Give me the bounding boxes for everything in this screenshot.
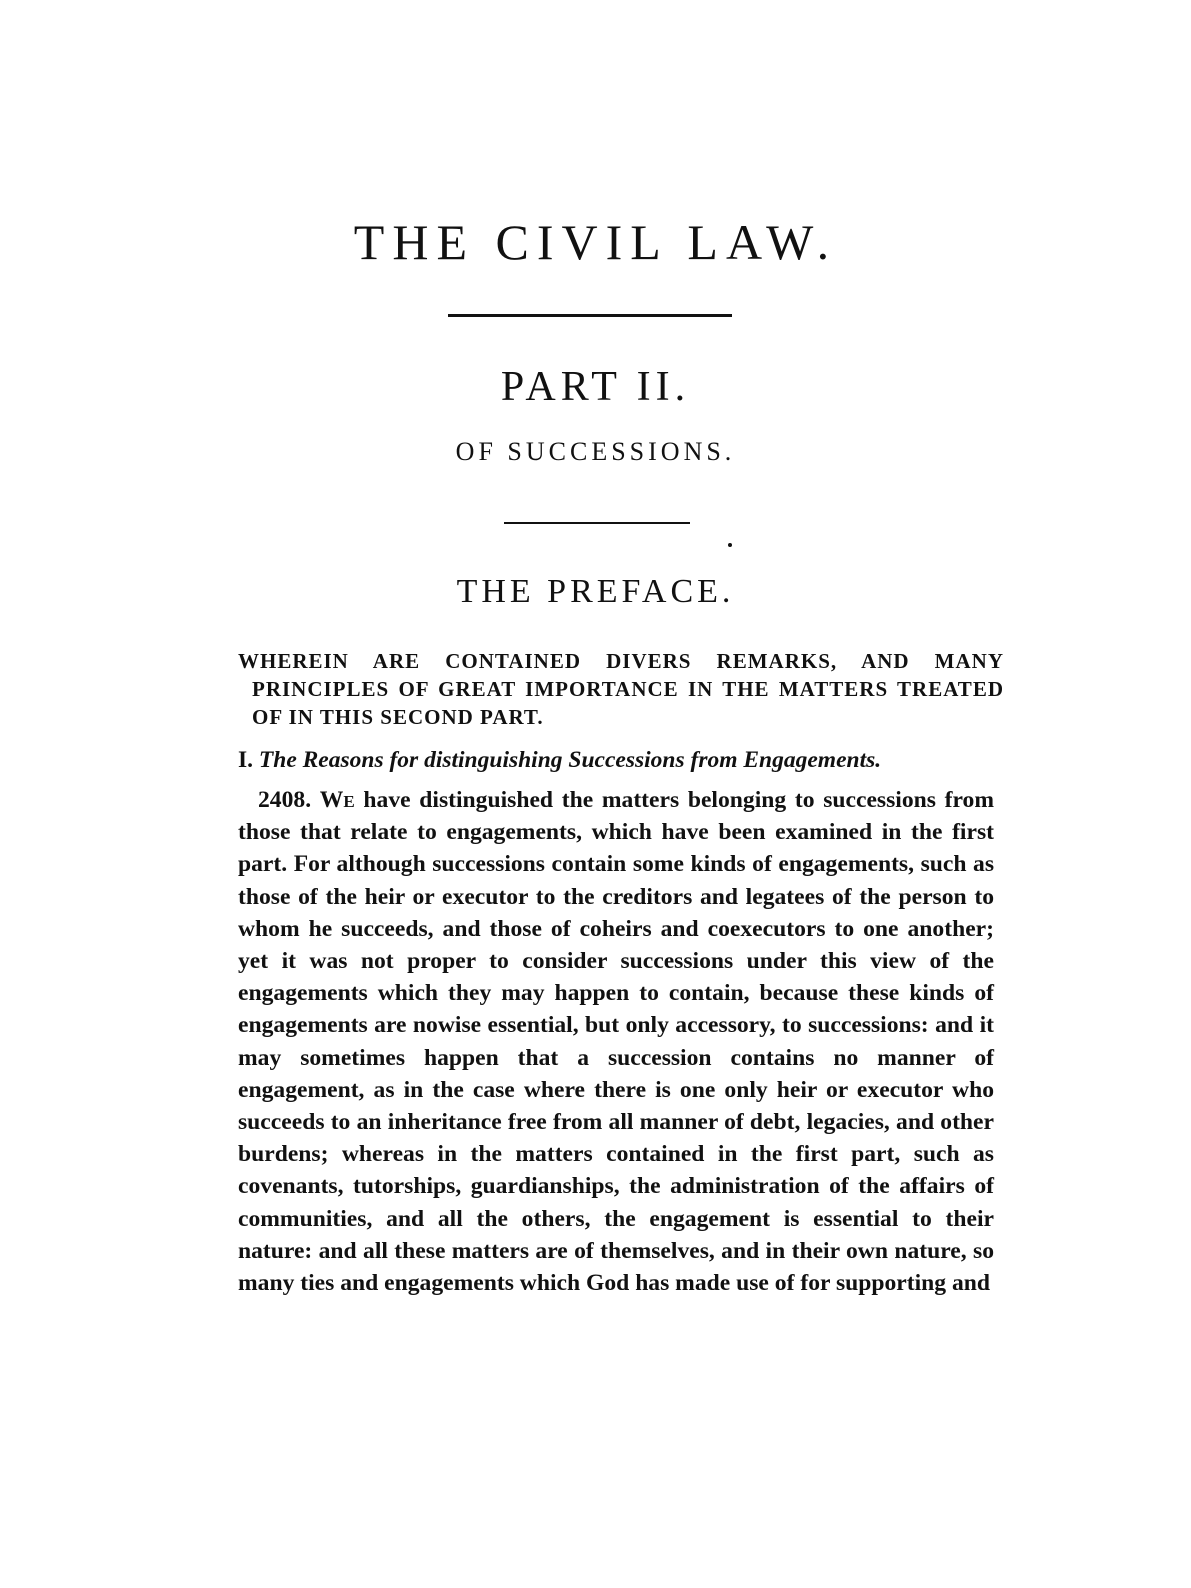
book-title: THE CIVIL LAW. — [353, 214, 838, 270]
paragraph-first-word: We — [319, 787, 355, 813]
stray-mark — [728, 543, 732, 547]
paragraph-text: have distinguished the matters belonging to successions from those that relate to engagements, which have been examined in the first part. For although successions contain some kinds of engagements, such as those of the heir or executor to the creditors and legatees of the person to whom he succeeds, and those of coheirs and coexecutors to one another; yet it was not proper to consider successions under this view of the engagements which they may happen to contain, because these kinds of engagements are nowise essential, but only accessory, to successions: and it may sometimes happen that a succession contains no manner of engagement, as in the case where there is one only heir or executor who succeeds to an inheritance free from all manner of debt, legacies, and other burdens; whereas in the matters contained in the first part, such as covenants, tutorships, guardianships, the administration of the affairs of communities, and all the others, the engagement is essential to their nature: and all these matters are of themselves, and in their own nature, so many ties and engagements which God has made use of for supporting and — [238, 787, 994, 1297]
section-heading-text: The Reasons for distinguishing Successions from Engagements. — [258, 747, 882, 773]
body-paragraph — [238, 784, 994, 1299]
paragraph-number: 2408. — [258, 787, 312, 813]
preface-summary: WHEREIN ARE CONTAINED DIVERS REMARKS, AND MANY PRINCIPLES OF GREAT IMPORTANCE IN THE MATTERS TREATED OF IN THIS SECOND PART. — [238, 649, 1004, 729]
section-number: I. — [238, 747, 254, 773]
preface-title: THE PREFACE. — [456, 573, 735, 610]
section-heading — [238, 744, 998, 776]
title-divider — [448, 314, 732, 317]
part-divider — [504, 522, 690, 524]
part-subtitle: OF SUCCESSIONS. — [455, 437, 736, 466]
part-title: PART II. — [500, 364, 691, 410]
